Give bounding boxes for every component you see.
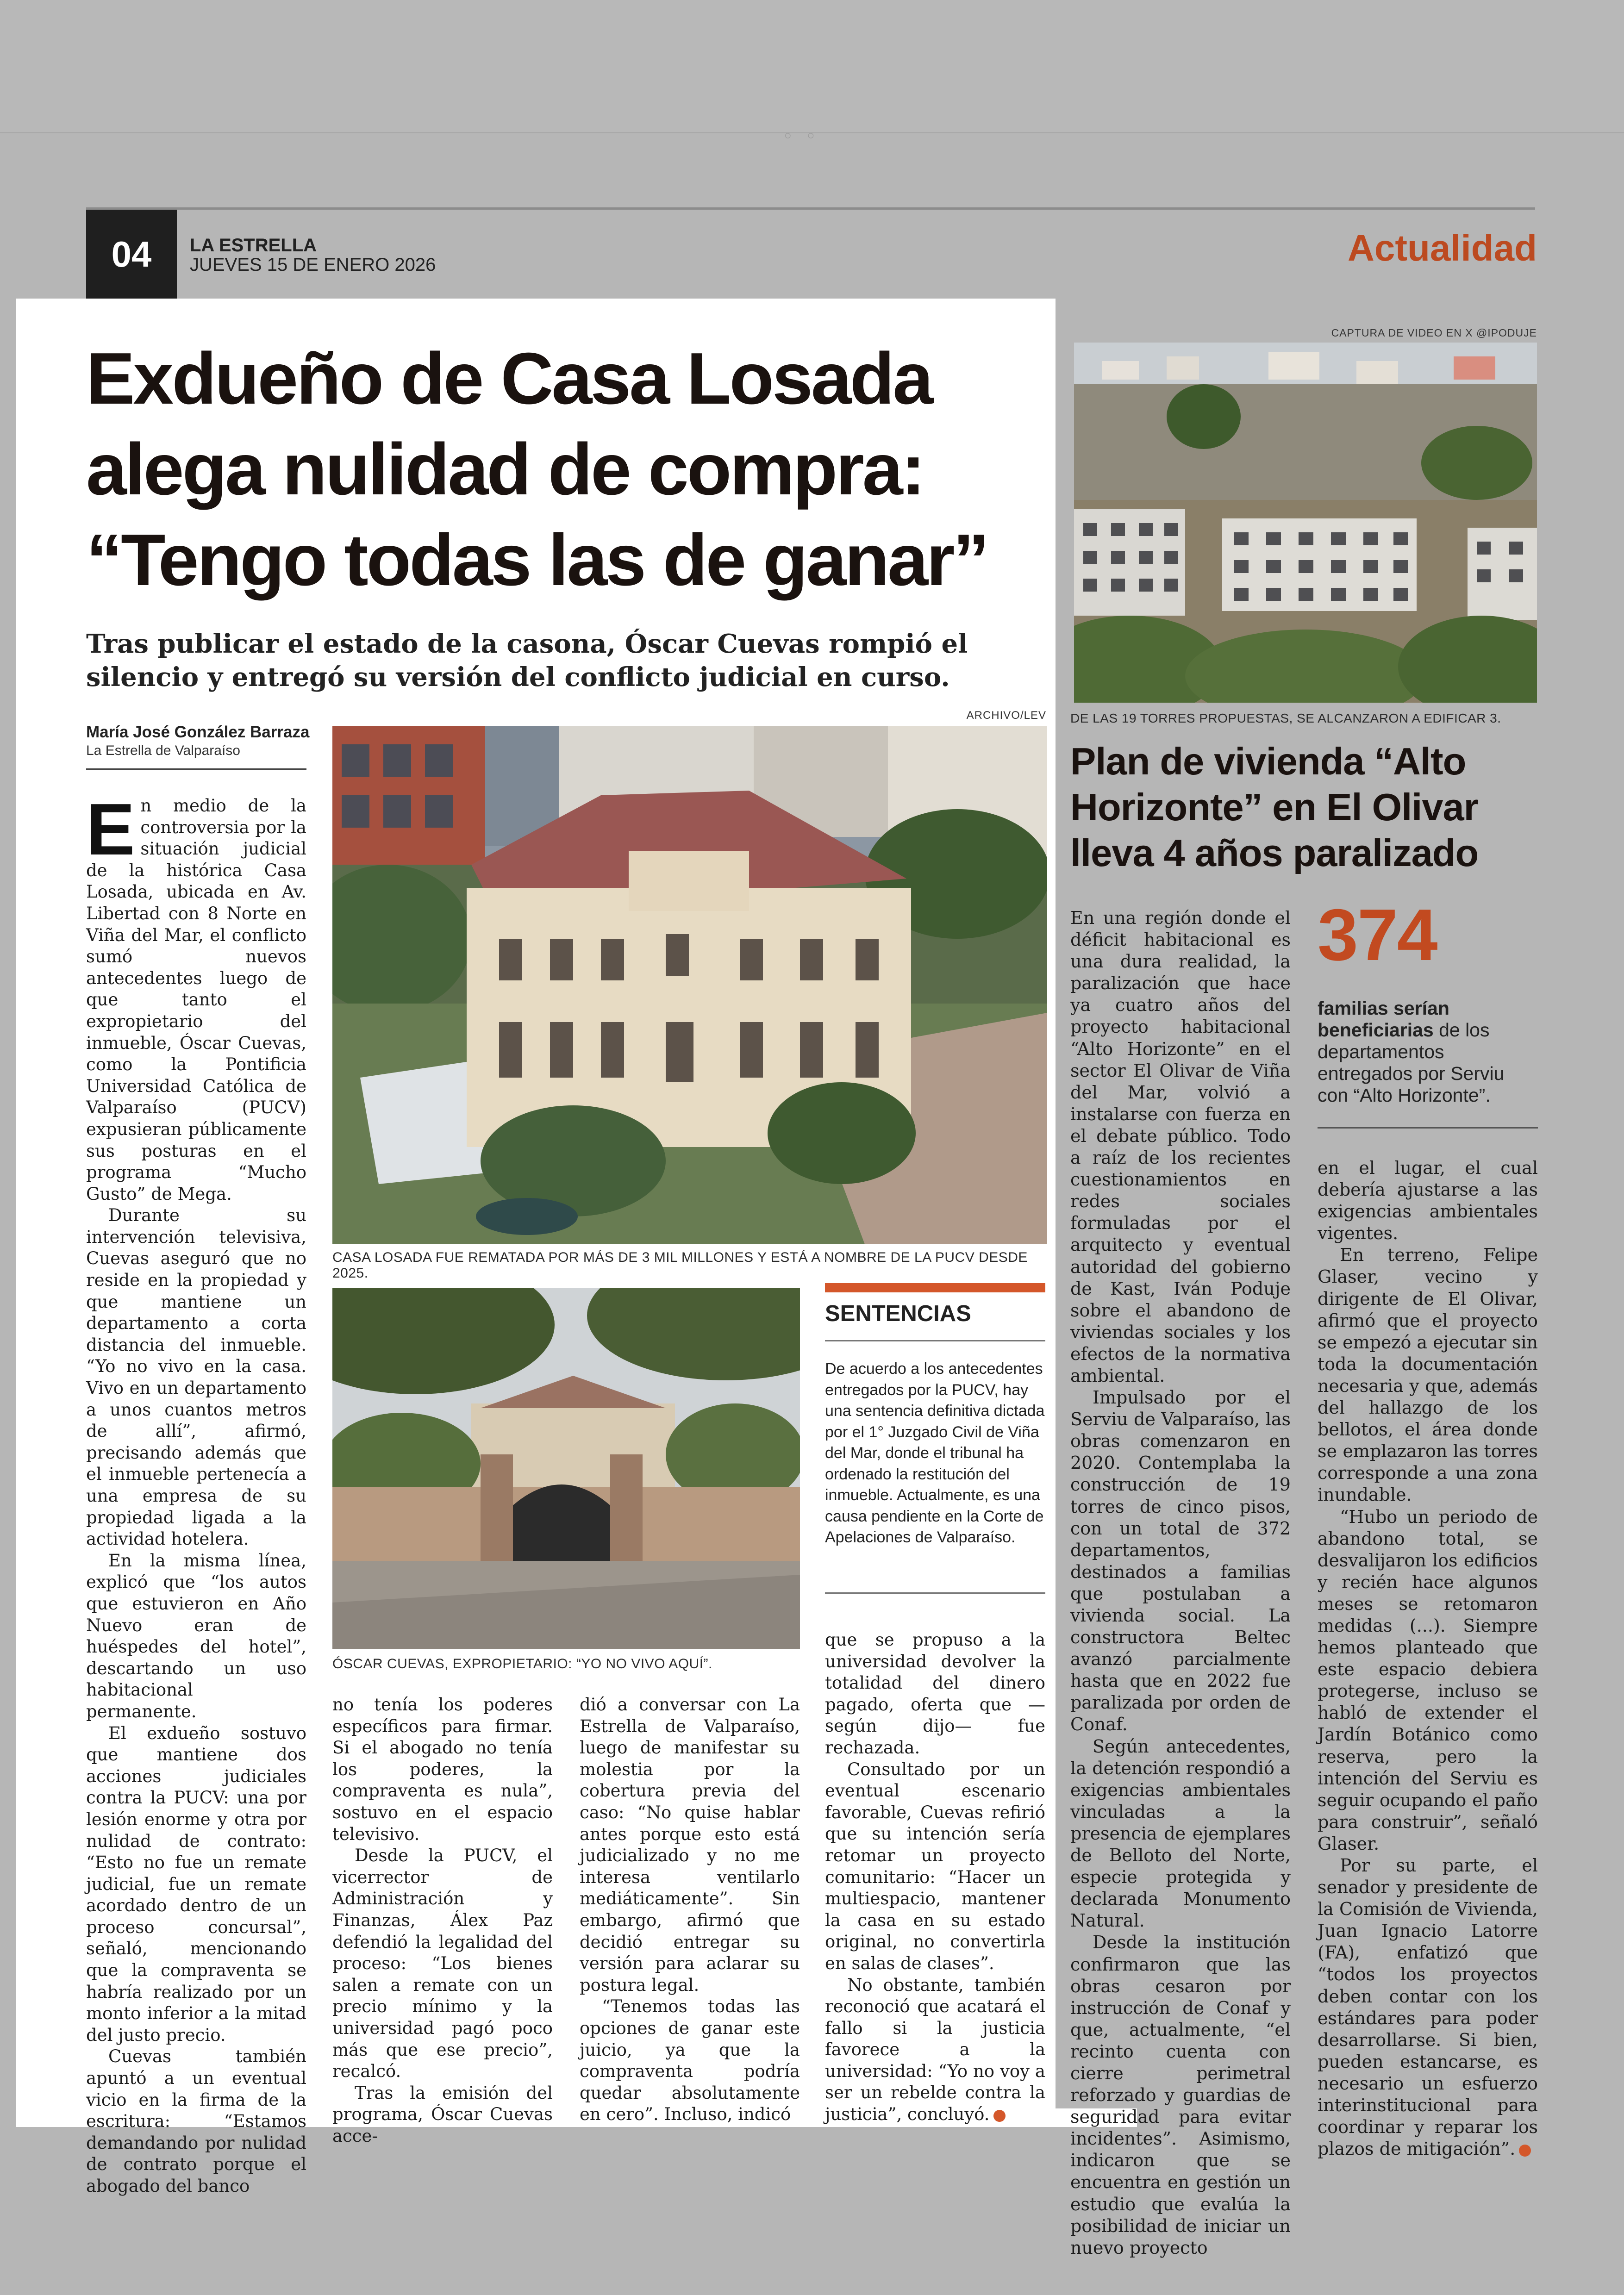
publication-name: LA ESTRELLA xyxy=(190,235,317,256)
sidebar-accent-bar xyxy=(825,1283,1045,1292)
paragraph xyxy=(825,1975,1045,2126)
paragraph-text: n medio de la controversia por la situación judicial de la histórica Casa Losada, ubicada en Av. Libertad con 8 Norte en Viña del Mar, el conflicto sumó nuevos antecedentes luego de que tanto el expropietario del inmueble, Óscar Cuevas, como la Pontificia Universidad Católica de Valparaíso (PUCV) expusieran públicamente sus posturas en el programa “Mucho Gusto” de Mega. xyxy=(86,796,306,1204)
paragraph: Desde la institución confirmaron que las obras cesaron por instrucción de Conaf y que, actualmente, “el recinto cuenta con cierre perimetral reforzado y guardias de seguridad para evitar incidentes”. Asimismo, indicaron que se encuentra en gestión un estudio que evalúa la posibilidad de iniciar un nuevo proyecto xyxy=(1070,1932,1291,2258)
paragraph: En la misma línea, explicó que “los autos que estuvieron en Año Nuevo eran de huéspedes del hotel”, descartando un uso habitacional permanente. xyxy=(86,1550,306,1721)
paragraph: Tras la emisión del programa, Óscar Cuevas acce- xyxy=(332,2083,553,2146)
paragraph-text: Por su parte, el senador y presidente de la Comisión de Vivienda, Juan Ignacio Latorre (FA), enfatizó que “todos los proyectos deben contar con los estándares para poder desarrollarse. Si bien, pueden estancarse, es necesario un esfuerzo interinstitucional para coordinar y reparar los plazos de mitigación”. xyxy=(1318,1855,1538,2159)
paragraph xyxy=(1318,1855,1538,2160)
photo-caption: DE LAS 19 TORRES PROPUESTAS, SE ALCANZARON A EDIFICAR 3. xyxy=(1070,711,1501,725)
sidebar-rule-bottom xyxy=(825,1592,1045,1594)
paragraph: dió a conversar con La Estrella de Valparaíso, luego de manifestar su molestia por la cobertura previa del caso: “No quise hablar antes porque esto está judicializado y no me interesa ventilarlo mediáticamente”. Sin embargo, afirmó que decidió entregar su versión para aclarar su postura legal. xyxy=(580,1695,800,1995)
top-gray-band xyxy=(0,0,1624,133)
drop-cap: E xyxy=(86,789,135,870)
publication-date: JUEVES 15 DE ENERO 2026 xyxy=(190,255,436,275)
photo-credit: CAPTURA DE VIDEO EN X @IPODUJE xyxy=(1331,327,1537,339)
paragraph-text: No obstante, también reconoció que acatará el fallo si la justicia favorece a la universidad: “Yo no voy a ser un rebelde contra la justicia”, concluyó. xyxy=(825,1975,1045,2125)
headline-line: Horizonte” en El Olivar xyxy=(1070,786,1478,829)
author-name: María José González Barraza xyxy=(86,723,310,741)
headline-line: lleva 4 años paralizado xyxy=(1070,831,1479,874)
sidebar-rule xyxy=(825,1340,1045,1341)
paragraph: en el lugar, el cual debería ajustarse a las exigencias ambientales vigentes. xyxy=(1318,1158,1538,1244)
main-headline xyxy=(86,333,1049,605)
paragraph: En terreno, Felipe Glaser, vecino y dirigente de El Olivar, afirmó que el proyecto se empezó a ejecutar sin toda la documentación necesaria y que, además del hallazgo de los bellotos, el área donde se emplazaron las torres corresponde a una zona inundable. xyxy=(1318,1245,1538,1505)
stat-rule xyxy=(1318,1127,1538,1129)
deck: Tras publicar el estado de la casona, Óscar Cuevas rompió el silencio y entregó su versión del conflicto judicial en curso. xyxy=(86,629,968,692)
paragraph: Cuevas también apuntó a un eventual vicio en la firma de la escritura: “Estamos demandando por nulidad de contrato porque el abogado del banco xyxy=(86,2046,306,2196)
secondary-headline xyxy=(1070,738,1533,876)
page-number: 04 xyxy=(86,210,177,299)
end-mark-icon xyxy=(1519,2145,1531,2157)
secondary-column-2 xyxy=(1318,1157,1538,2160)
headline-line: Plan de vivienda “Alto xyxy=(1070,740,1466,783)
sidebar-title: SENTENCIAS xyxy=(825,1301,971,1326)
article-column-4 xyxy=(825,1629,1045,2126)
author-rule xyxy=(86,768,306,770)
gate-photo xyxy=(332,1288,800,1649)
stat-bold: familias serían beneficiarias xyxy=(1318,998,1449,1041)
paragraph xyxy=(86,789,306,1205)
alto-horizonte-photo xyxy=(1074,343,1537,703)
paragraph: Impulsado por el Serviu de Valparaíso, las obras comenzaron en 2020. Contemplaba la construcción de 19 torres de cinco pisos, con un total de 372 departamentos, destinados a familias que postulaban a vivienda social. La constructora Beltec avanzó parcialmente hasta que en 2022 fue paralizada por orden de Conaf. xyxy=(1070,1387,1291,1735)
paragraph: Desde la PUCV, el vicerrector de Administración y Finanzas, Álex Paz defendió la legalidad del proceso: “Los bienes salen a remate con un precio mínimo y la universidad pagó poco más que ese precio”, recalcó. xyxy=(332,1846,553,2082)
paragraph: Consultado por un eventual escenario favorable, Cuevas refirió que su intención sería retomar un proyecto comunitario: “Hacer un multiespacio, mantener la casa en su estado original, no convertirla en salas de clases”. xyxy=(825,1759,1045,1973)
casa-losada-photo xyxy=(332,726,1047,1244)
paragraph: El exdueño sostuvo que mantiene dos acciones judiciales contra la PUCV: una por lesión enorme y otra por nulidad de contrato: “Esto no fue un remate judicial, fue un remate acordado dentro de un proceso concursal”, señaló, mencionando que la compraventa se habría realizado por un monto inferior a la mitad del justo precio. xyxy=(86,1723,306,2045)
paragraph: Durante su intervención televisiva, Cuevas aseguró que no reside en la propiedad y que mantiene un departamento a corta distancia del inmueble. “Yo no vivo en la casa. Vivo en un departamento a unos cuantos metros de allí”, afirmó, precisando además que el inmueble pertenecía a una empresa de su propiedad ligada a la actividad hotelera. xyxy=(86,1205,306,1549)
secondary-column-1 xyxy=(1070,907,1291,2259)
section-label: Actualidad xyxy=(1348,227,1537,268)
stat-number: 374 xyxy=(1318,894,1437,976)
headline-line: “Tengo todas las de ganar” xyxy=(86,519,988,601)
stat-rest: de los departamentos entregados por Serviu con “Alto Horizonte”. xyxy=(1318,1019,1505,1106)
article-column-3 xyxy=(580,1694,800,2126)
paragraph: En una región donde el déficit habitacional es una dura realidad, la paralización que hace ya cuatro años del proyecto habitacional “Alto Horizonte” en el sector El Olivar de Viña del Mar, volvió a instalarse con fuerza en el debate público. Todo a raíz de los recientes cuestionamientos en redes sociales formuladas por el arquitecto y eventual autoridad del gobierno de Kast, Iván Poduje sobre el abandono de viviendas sociales y los efectos de la normativa ambiental. xyxy=(1070,908,1291,1386)
header-rule xyxy=(86,207,1535,210)
photo-credit: ARCHIVO/LEV xyxy=(966,709,1046,722)
headline-line: alega nulidad de compra: xyxy=(86,429,924,510)
paragraph: que se propuso a la universidad devolver la totalidad del dinero pagado, oferta que —según dijo— fue rechazada. xyxy=(825,1630,1045,1758)
photo-caption: ÓSCAR CUEVAS, EXPROPIETARIO: “YO NO VIVO AQUÍ”. xyxy=(332,1656,712,1671)
article-column-1 xyxy=(86,789,306,2197)
paragraph: “Hubo un periodo de abandono total, se desvalijaron los edificios y recién hace algunos meses se retomaron medidas (...). Siempre hemos planteado que este espacio debiera protegerse, incluso se habló de extender el Jardín Botánico como reserva, pero la intención del Serviu es seguir ocupando el paño para construir”, señaló Glaser. xyxy=(1318,1506,1538,1854)
paragraph: no tenía los poderes específicos para firmar. Si el abogado no tenía los poderes, la compraventa es nula”, sostuvo en el espacio televisivo. xyxy=(332,1695,553,1844)
article-column-2 xyxy=(332,1694,553,2147)
author-org: La Estrella de Valparaíso xyxy=(86,743,240,758)
end-mark-icon xyxy=(993,2110,1006,2122)
stat-description xyxy=(1318,998,1530,1106)
photo-caption: CASA LOSADA FUE REMATADA POR MÁS DE 3 MIL MILLONES Y ESTÁ A NOMBRE DE LA PUCV DESDE 2025. xyxy=(332,1250,1028,1281)
sidebar-text: De acuerdo a los antecedentes entregados por la PUCV, hay una sentencia definitiva dictada por el 1° Juzgado Civil de Viña del Mar, donde el tribunal ha ordenado la restitución del inmueble. Actualmente, es una causa pendiente en la Corte de Apelaciones de Valparaíso. xyxy=(825,1360,1045,1546)
paragraph: Según antecedentes, la detención respondió a exigencias ambientales vinculadas a la presencia de ejemplares de Belloto del Norte, especie protegida y declarada Monumento Natural. xyxy=(1070,1736,1291,1931)
headline-line: Exdueño de Casa Losada xyxy=(86,338,932,419)
paragraph: “Tenemos todas las opciones de ganar este juicio, ya que la compraventa podría quedar absolutamente en cero”. Incluso, indicó xyxy=(580,1996,800,2125)
page-indicator-dots: ◦◦ xyxy=(782,126,829,147)
